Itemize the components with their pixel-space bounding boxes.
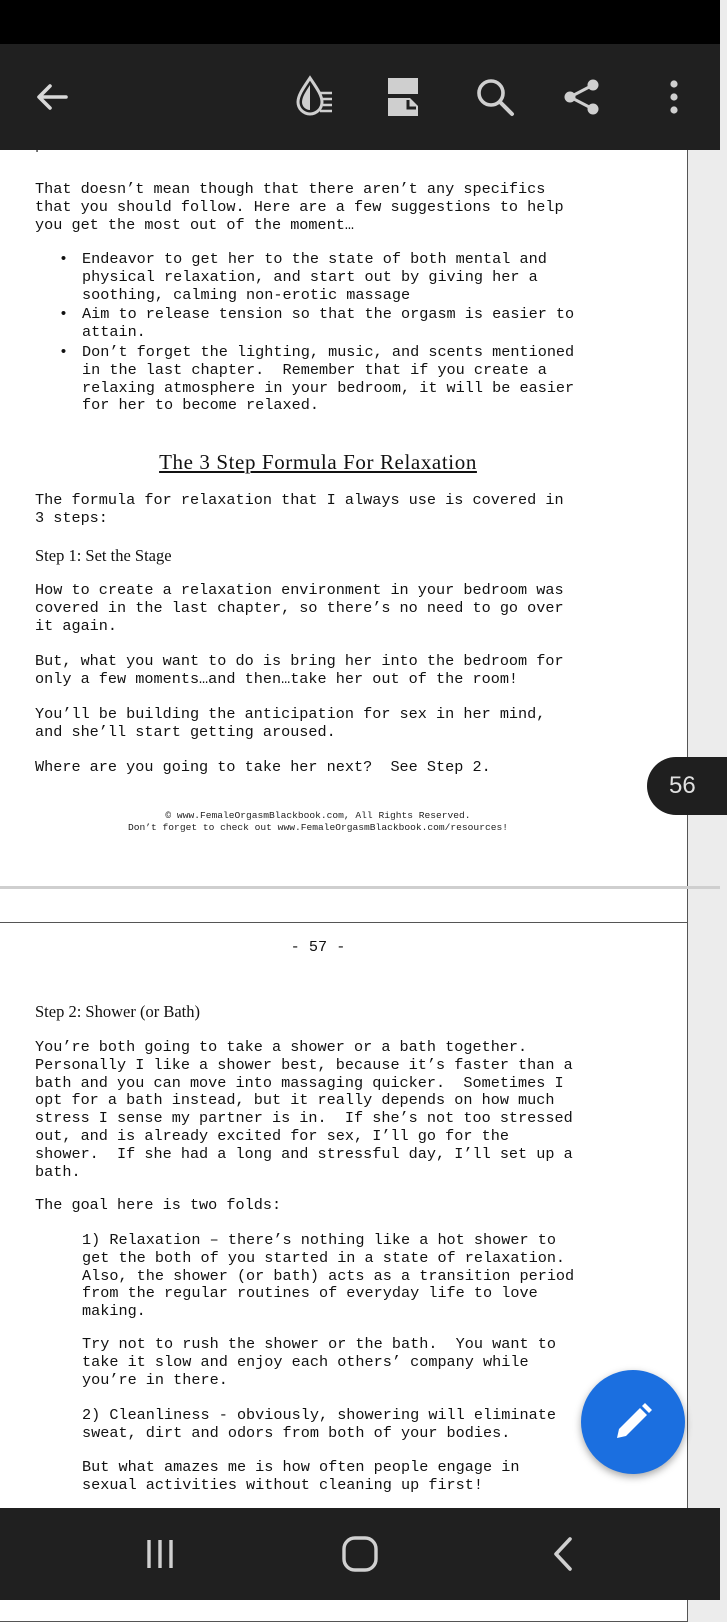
step2-paragraph-1: You’re both going to take a shower or a bath together. Personally I like a shower best, because it’s faster than a bath and you can move into massaging quicker. Sometimes I opt for a bath instead, but it really depends on how much stress I sense my partner is in. If she’s not too stressed out, and is already excited for sex, I’ll go for the shower. If she had a long and stressful day, I’ll set up a bath. — [35, 1038, 573, 1181]
status-bar — [0, 0, 720, 44]
formula-intro: The formula for relaxation that I always use is covered in 3 steps: — [35, 491, 564, 527]
intro-paragraph: That doesn’t mean though that there aren’t any specifics that you should follow. Here are a few suggestions to help you get the most out of the moment… — [35, 180, 564, 234]
goal-item-cleanliness-note: But what amazes me is how often people engage in sexual activities without cleaning up first! — [82, 1458, 520, 1494]
resources-footer: Don’t forget to check out www.FemaleOrgasmBlackbook.com/resources! — [128, 822, 508, 833]
arrow-left-icon — [32, 77, 72, 117]
nav-back-icon — [548, 1535, 578, 1573]
document-viewer[interactable] — [0, 150, 720, 1508]
search-icon — [474, 76, 516, 118]
share-button[interactable] — [546, 44, 618, 150]
reading-mode-button[interactable] — [278, 44, 350, 150]
recent-apps-button[interactable] — [100, 1508, 220, 1600]
goal-item-relaxation: 1) Relaxation – there’s nothing like a hot shower to get the both of you started in a state of relaxation. Also, the shower (or bath) acts as a transition period from the regular routines of everyday life to love making. — [82, 1231, 575, 1321]
step1-paragraph-3: You’ll be building the anticipation for sex in her mind, and she’ll start getting aroused. — [35, 705, 546, 741]
more-options-button[interactable] — [638, 44, 710, 150]
list-item: • Endeavor to get her to the state of both mental and physical relaxation, and start out by giving her a soothing, calming non-erotic massage — [82, 251, 642, 304]
page-separator — [0, 886, 720, 889]
goal-item-relaxation-note: Try not to rush the shower or the bath. You want to take it slow and enjoy each others’ company while you’re in there. — [82, 1335, 556, 1389]
back-button[interactable] — [16, 44, 88, 150]
copyright-footer: © www.FemaleOrgasmBlackbook.com, All Rights Reserved. — [165, 810, 471, 821]
step1-title: Step 1: Set the Stage — [35, 546, 172, 565]
system-back-button[interactable] — [503, 1508, 623, 1600]
page-indicator-badge[interactable]: 56 — [647, 757, 727, 815]
view-mode-button[interactable] — [367, 44, 439, 150]
step1-paragraph-2: But, what you want to do is bring her into the bedroom for only a few moments…and then…take her out of the room! — [35, 652, 564, 688]
page-number: - 57 - — [290, 938, 346, 956]
list-item: • Aim to release tension so that the orgasm is easier to attain. — [82, 306, 642, 342]
home-icon — [341, 1535, 379, 1573]
droplet-lines-icon — [290, 73, 338, 121]
step1-paragraph-1: How to create a relaxation environment in your bedroom was covered in the last chapter, so there’s no need to go over it again. — [35, 581, 564, 635]
list-item: • Don’t forget the lighting, music, and scents mentioned in the last chapter. Remember that if you create a relaxing atmosphere in your bedroom, it will be easier for her to become relaxed. — [82, 344, 642, 415]
pdf-toolbar — [0, 44, 720, 150]
goal-item-cleanliness: 2) Cleanliness - obviously, showering will eliminate sweat, dirt and odors from both of your bodies. — [82, 1406, 556, 1442]
suggestions-list — [82, 251, 642, 417]
share-icon — [561, 76, 603, 118]
home-button[interactable] — [300, 1508, 420, 1600]
section-heading: The 3 Step Formula For Relaxation — [159, 450, 477, 474]
step2-paragraph-2: The goal here is two folds: — [35, 1196, 282, 1214]
page-layout-icon — [383, 75, 423, 119]
pencil-edit-icon — [611, 1400, 655, 1444]
recent-apps-icon — [143, 1537, 177, 1571]
step1-paragraph-4: Where are you going to take her next? See Step 2. — [35, 758, 491, 776]
more-vertical-icon — [668, 77, 680, 117]
pdf-page-56 — [0, 90, 688, 1004]
search-button[interactable] — [459, 44, 531, 150]
edit-fab-button[interactable] — [581, 1370, 685, 1474]
system-navigation-bar — [0, 1508, 720, 1600]
step2-title: Step 2: Shower (or Bath) — [35, 1002, 200, 1021]
